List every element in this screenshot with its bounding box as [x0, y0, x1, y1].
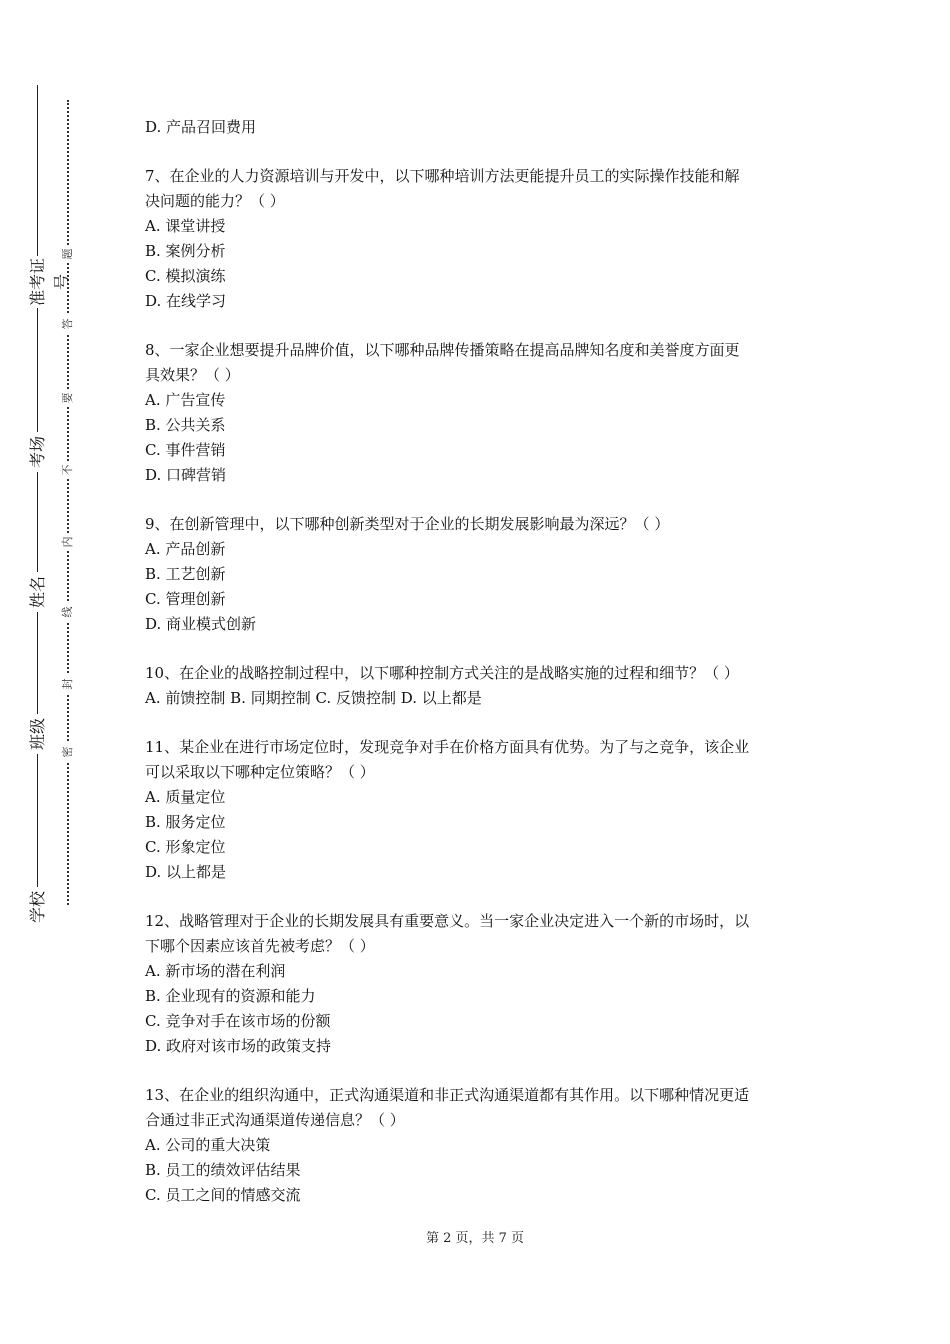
option-line: A. 新市场的潜在利润 [145, 962, 286, 980]
option-line: B. 公共关系 [145, 416, 226, 434]
option-line: C. 形象定位 [145, 838, 226, 856]
binding-solid-line [37, 85, 38, 920]
question-stem: 下哪个因素应该首先被考虑？（ ） [145, 937, 375, 955]
option-line: B. 案例分析 [145, 242, 226, 260]
question-block [145, 338, 810, 488]
option-line: B. 工艺创新 [145, 565, 226, 583]
question-stem: 具效果？（ ） [145, 366, 240, 384]
question-stem: 13、在企业的组织沟通中，正式沟通渠道和非正式沟通渠道都有其作用。以下哪种情况更适 [145, 1086, 750, 1104]
option-line: C. 竞争对手在该市场的份额 [145, 1012, 331, 1030]
question-content [145, 115, 810, 1208]
option-line: C. 事件营销 [145, 441, 226, 459]
question-stem: 8、一家企业想要提升品牌价值，以下哪种品牌传播策略在提高品牌知名度和美誉度方面更 [145, 341, 740, 359]
option-line: A. 产品创新 [145, 540, 226, 558]
option-line: D. 以上都是 [145, 863, 227, 881]
option-line: D. 政府对该市场的政策支持 [145, 1037, 332, 1055]
question-stem: 12、战略管理对于企业的长期发展具有重要意义。当一家企业决定进入一个新的市场时，以 [145, 912, 750, 930]
seal-warning-char: 要 [60, 389, 76, 407]
question-stem: 11、某企业在进行市场定位时，发现竞争对手在价格方面具有优势。为了与之竞争，该企业 [145, 738, 750, 756]
option-line: D. 产品召回费用 [145, 118, 257, 136]
question-stem: 7、在企业的人力资源培训与开发中，以下哪种培训方法更能提升员工的实际操作技能和解 [145, 167, 740, 185]
question-block [145, 661, 810, 711]
option-line: C. 模拟演练 [145, 267, 226, 285]
option-line: A. 广告宣传 [145, 391, 226, 409]
seal-warning-char: 线 [60, 603, 76, 621]
option-line: A. 课堂讲授 [145, 217, 226, 235]
class-label: 班级 [26, 714, 50, 754]
option-line: C. 管理创新 [145, 590, 226, 608]
option-line: B. 企业现有的资源和能力 [145, 987, 316, 1005]
question-block [145, 164, 810, 314]
seal-warning-char: 封 [60, 675, 76, 693]
seal-dotted-line [67, 100, 69, 905]
option-line: D. 在线学习 [145, 292, 227, 310]
question-stem: 9、在创新管理中，以下哪种创新类型对于企业的长期发展影响最为深远？（ ） [145, 515, 670, 533]
option-line: B. 服务定位 [145, 813, 226, 831]
seal-warning-char: 不 [60, 461, 76, 479]
name-label: 姓名 [26, 572, 50, 612]
exam-room-label: 考场 [26, 432, 50, 472]
seal-warning-char: 密 [60, 743, 76, 761]
question-stem: 10、在企业的战略控制过程中，以下哪种控制方式关注的是战略实施的过程和细节？（ ） [145, 664, 739, 682]
seal-warning-char: 答 [60, 315, 76, 333]
exam-id-label: 准考证号 [28, 258, 71, 307]
option-line: D. 商业模式创新 [145, 615, 257, 633]
page-footer: 第 2 页，共 7 页 [425, 1231, 525, 1246]
question-stem: 合通过非正式沟通渠道传递信息？（ ） [145, 1111, 405, 1129]
option-line: D. 口碑营销 [145, 466, 227, 484]
seal-warning-char: 内 [60, 533, 76, 551]
school-label: 学校 [26, 887, 50, 927]
option-line: A. 质量定位 [145, 788, 226, 806]
question-stem: 可以采取以下哪种定位策略？（ ） [145, 763, 375, 781]
option-line: B. 员工的绩效评估结果 [145, 1161, 301, 1179]
question-block [145, 909, 810, 1059]
question-stem: 决问题的能力？（ ） [145, 192, 285, 210]
binding-margin [0, 0, 90, 1344]
question-block [145, 512, 810, 637]
option-line: C. 员工之间的情感交流 [145, 1186, 301, 1204]
option-line: A. 公司的重大决策 [145, 1136, 271, 1154]
option-line: A. 前馈控制 B. 同期控制 C. 反馈控制 D. 以上都是 [145, 689, 482, 707]
question-block [145, 1083, 810, 1208]
seal-warning-char: 题 [60, 245, 76, 263]
question-block [145, 735, 810, 885]
question-block [145, 115, 810, 140]
